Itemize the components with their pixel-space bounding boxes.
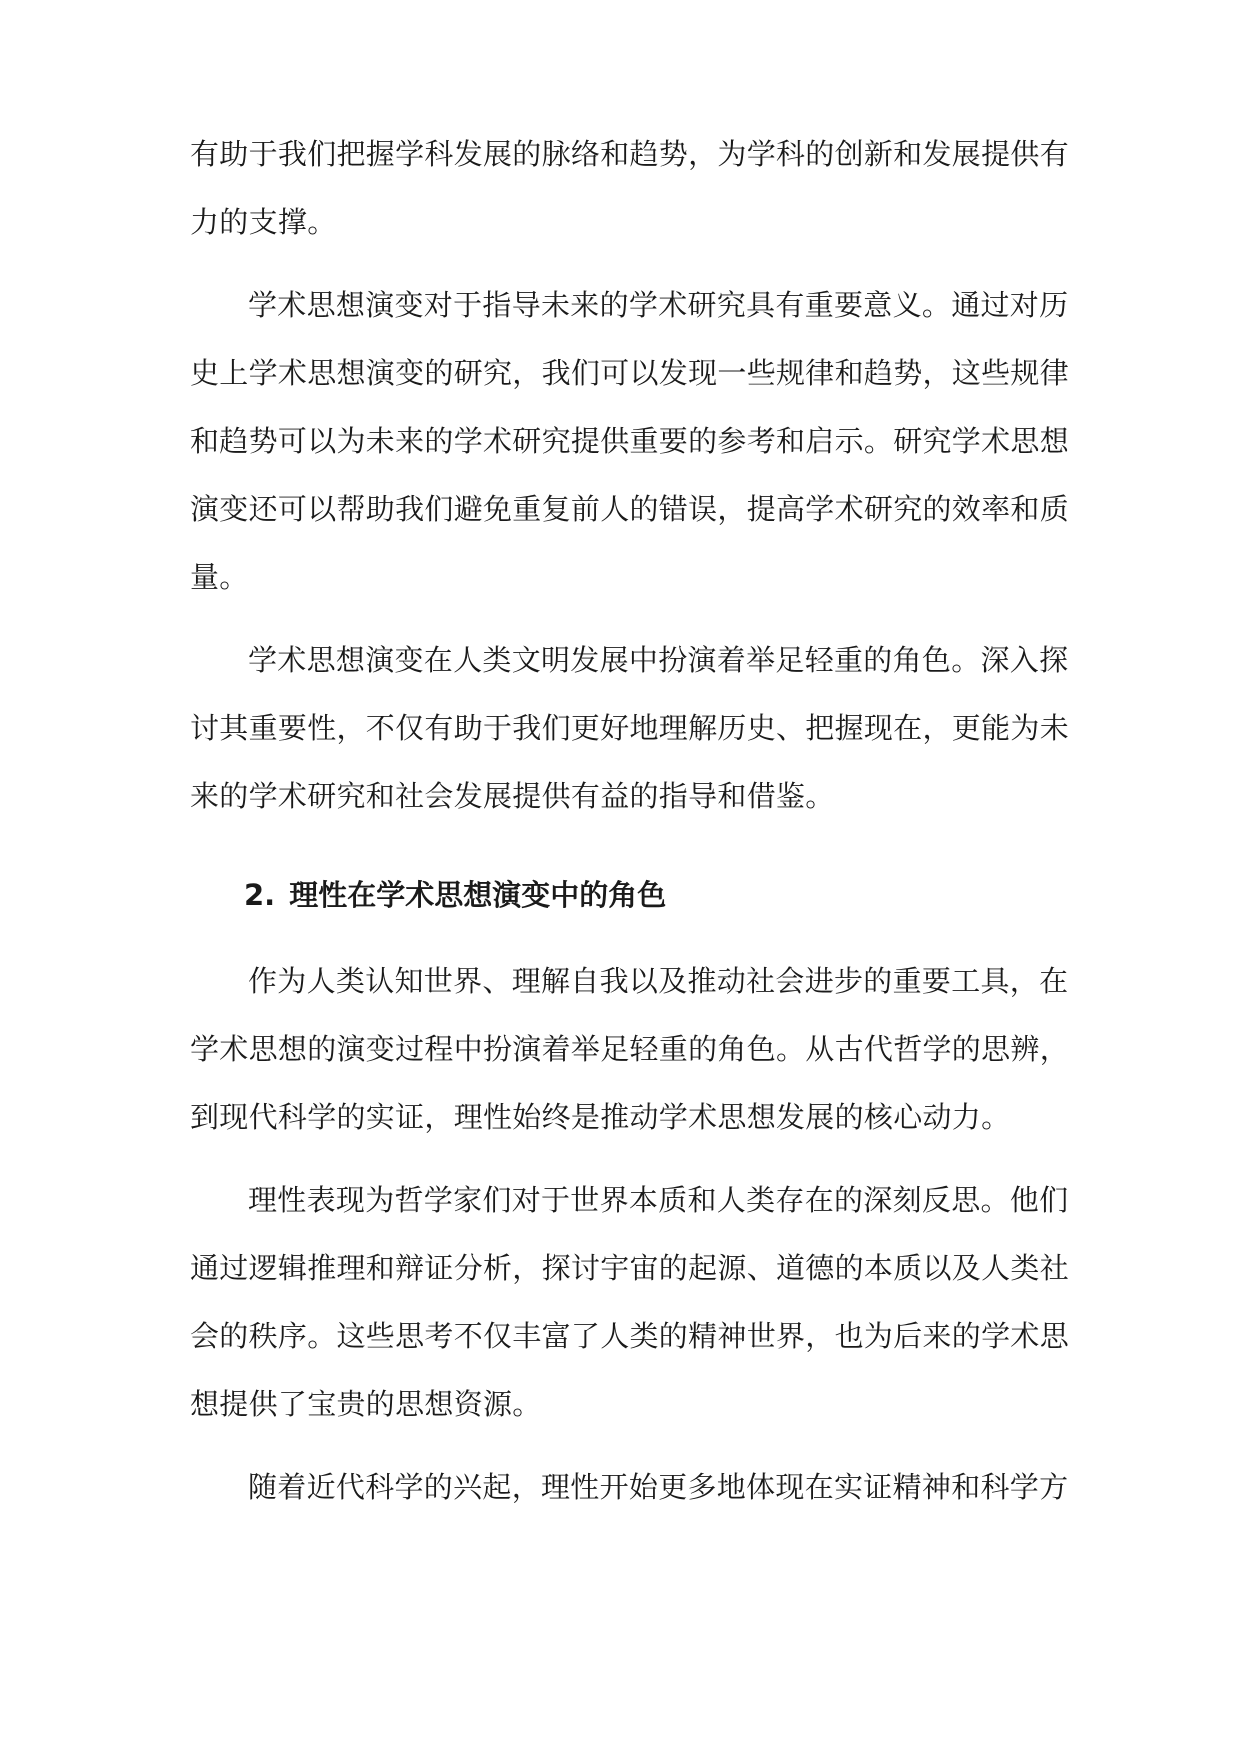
section-title: 理性在学术思想演变中的角色 [289,878,667,912]
paragraph-line: 理性表现为哲学家们对于世界本质和人类存在的深刻反思。他们 [248,1183,1069,1217]
paragraph-line: 来的学术研究和社会发展提供有益的指导和借鉴。 [190,779,835,813]
paragraph-line: 讨其重要性，不仅有助于我们更好地理解历史、把握现在，更能为未 [190,711,1070,745]
paragraph-line: 力的支撑。 [190,205,337,239]
paragraph-line: 通过逻辑推理和辩证分析，探讨宇宙的起源、道德的本质以及人类社 [190,1251,1070,1285]
paragraph-line: 量。 [190,560,249,594]
section-heading [244,875,944,915]
section-number: 2. [244,878,276,912]
paragraph-line: 学术思想演变对于指导未来的学术研究具有重要意义。通过对历 [248,288,1069,322]
paragraph-line: 想提供了宝贵的思想资源。 [190,1387,542,1421]
paragraph-line: 演变还可以帮助我们避免重复前人的错误，提高学术研究的效率和质 [190,492,1070,526]
paragraph-line: 到现代科学的实证，理性始终是推动学术思想发展的核心动力。 [190,1100,1011,1134]
paragraph-line: 史上学术思想演变的研究，我们可以发现一些规律和趋势，这些规律 [190,356,1070,390]
paragraph-line: 学术思想的演变过程中扮演着举足轻重的角色。从古代哲学的思辨， [190,1032,1070,1066]
paragraph-line: 学术思想演变在人类文明发展中扮演着举足轻重的角色。深入探 [248,643,1069,677]
paragraph-line: 有助于我们把握学科发展的脉络和趋势，为学科的创新和发展提供有 [190,137,1070,171]
paragraph-line: 作为人类认知世界、理解自我以及推动社会进步的重要工具，在 [248,964,1069,998]
paragraph-line: 会的秩序。这些思考不仅丰富了人类的精神世界，也为后来的学术思 [190,1319,1070,1353]
paragraph-line: 随着近代科学的兴起，理性开始更多地体现在实证精神和科学方 [248,1470,1069,1504]
paragraph-line: 和趋势可以为未来的学术研究提供重要的参考和启示。研究学术思想 [190,424,1070,458]
